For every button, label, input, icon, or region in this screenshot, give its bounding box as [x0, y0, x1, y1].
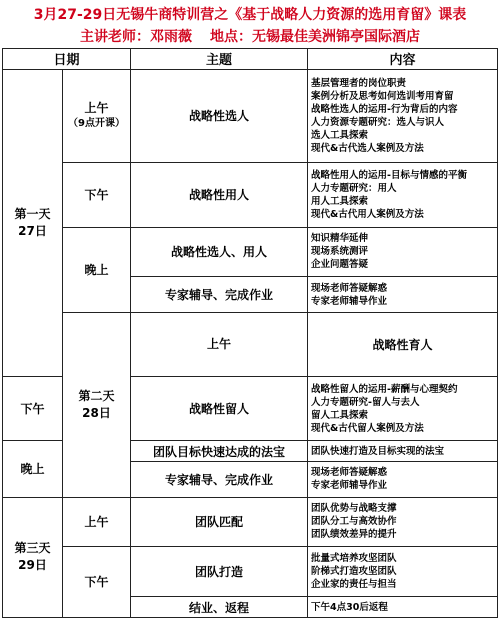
table-row [3, 69, 498, 162]
content-item: 现场老师答疑解惑 [311, 282, 388, 294]
day-label: 第一天 [14, 206, 51, 221]
header-row [3, 49, 498, 70]
day-label: 第三天 [14, 541, 51, 556]
content-cell [308, 441, 498, 462]
content-item: 专家老师辅导作业 [311, 480, 388, 492]
content-item: 知识精华延伸 [311, 233, 369, 245]
page-title: 3月27-29日无锡牛商特训营之《基于战略人力资源的选用育留》课表 [33, 7, 467, 23]
content-item: 专家老师辅导作业 [311, 295, 388, 307]
content-item: 团队绩效差异的提升 [311, 529, 397, 541]
topic-cell: 战略性育人 [308, 312, 498, 376]
day-date: 28日 [82, 405, 111, 420]
content-item: 现代&古代选人案例及方法 [311, 142, 424, 154]
session-cell: 下午 [3, 377, 63, 441]
topic-cell: 专家辅导、完成作业 [131, 462, 308, 497]
schedule-table [2, 48, 498, 618]
table-row [3, 163, 498, 227]
table-row [3, 497, 498, 547]
content-cell [308, 547, 498, 597]
page-subtitle [0, 28, 500, 46]
content-item: 案例分析及思考如何选训考用育留 [311, 90, 454, 102]
content-cell [308, 277, 498, 312]
content-item: 团队快速打造及目标实现的法宝 [311, 445, 445, 457]
topic-cell: 团队打造 [131, 547, 308, 597]
content-cell [308, 377, 498, 441]
table-row [3, 547, 498, 597]
content-item: 基层管理者的岗位职责 [311, 77, 407, 89]
table-row [3, 312, 498, 376]
content-item: 现代&古代留人案例及方法 [311, 422, 424, 434]
session-cell: 晚上 [63, 227, 131, 312]
content-cell [308, 497, 498, 547]
content-item: 人力专题研究：用人 [311, 182, 397, 194]
header-topic: 主题 [131, 49, 308, 70]
content-item: 批量式培养攻坚团队 [311, 553, 397, 565]
lecturer-text: 主讲老师：邓雨薇 [80, 29, 192, 45]
content-item: 人力资源专题研究：选人与识人 [311, 116, 445, 128]
content-item: 现场老师答疑解惑 [311, 467, 388, 479]
day-label: 第二天 [78, 388, 115, 403]
content-item: 团队分工与高效协作 [311, 516, 397, 528]
content-item: 选人工具探索 [311, 129, 369, 141]
content-item: 现场系统测评 [311, 246, 369, 258]
topic-cell: 战略性用人 [131, 163, 308, 227]
session-label: 上午 [84, 100, 109, 115]
topic-cell: 团队匹配 [131, 497, 308, 547]
header-content: 内容 [308, 49, 498, 70]
content-item: 企业问题答疑 [311, 259, 369, 271]
session-cell: 下午 [63, 163, 131, 227]
day-cell [3, 497, 63, 617]
day-date: 29日 [18, 558, 47, 573]
day-cell [3, 69, 63, 376]
content-item: 企业家的责任与担当 [311, 579, 397, 591]
content-cell [308, 163, 498, 227]
content-item: 下午4点30后返程 [311, 601, 388, 613]
day-date: 27日 [18, 223, 47, 238]
content-item: 人力专题研究-留人与去人 [311, 396, 420, 408]
table-row [3, 227, 498, 277]
topic-cell: 结业、返程 [131, 597, 308, 618]
content-cell [308, 597, 498, 618]
content-item: 阶梯式打造攻坚团队 [311, 566, 397, 578]
topic-cell: 战略性留人 [131, 377, 308, 441]
content-item: 战略性留人的运用-薪酬与心理契约 [311, 383, 458, 395]
day-cell [63, 312, 131, 497]
location-text: 地点：无锡最佳美洲锦亭国际酒店 [210, 29, 420, 45]
session-cell [63, 69, 131, 162]
topic-cell: 团队目标快速达成的法宝 [131, 441, 308, 462]
header-date: 日期 [3, 49, 131, 70]
topic-cell: 战略性选人、用人 [131, 227, 308, 277]
session-cell: 上午 [63, 497, 131, 547]
session-cell: 下午 [63, 547, 131, 618]
content-item: 现代&古代用人案例及方法 [311, 208, 424, 220]
content-cell [308, 462, 498, 497]
topic-cell: 战略性选人 [131, 69, 308, 162]
content-cell [308, 227, 498, 277]
session-note: （9点开课） [68, 117, 125, 129]
content-item: 战略性用人的运用-目标与情感的平衡 [311, 169, 467, 181]
content-item: 用人工具探索 [311, 195, 369, 207]
session-cell: 晚上 [3, 441, 63, 497]
content-cell [308, 69, 498, 162]
content-item: 留人工具探索 [311, 409, 369, 421]
topic-cell: 专家辅导、完成作业 [131, 277, 308, 312]
session-cell: 上午 [131, 312, 308, 376]
content-item: 战略性选人的运用-行为背后的内容 [311, 103, 458, 115]
content-item: 团队优势与战略支撑 [311, 503, 397, 515]
